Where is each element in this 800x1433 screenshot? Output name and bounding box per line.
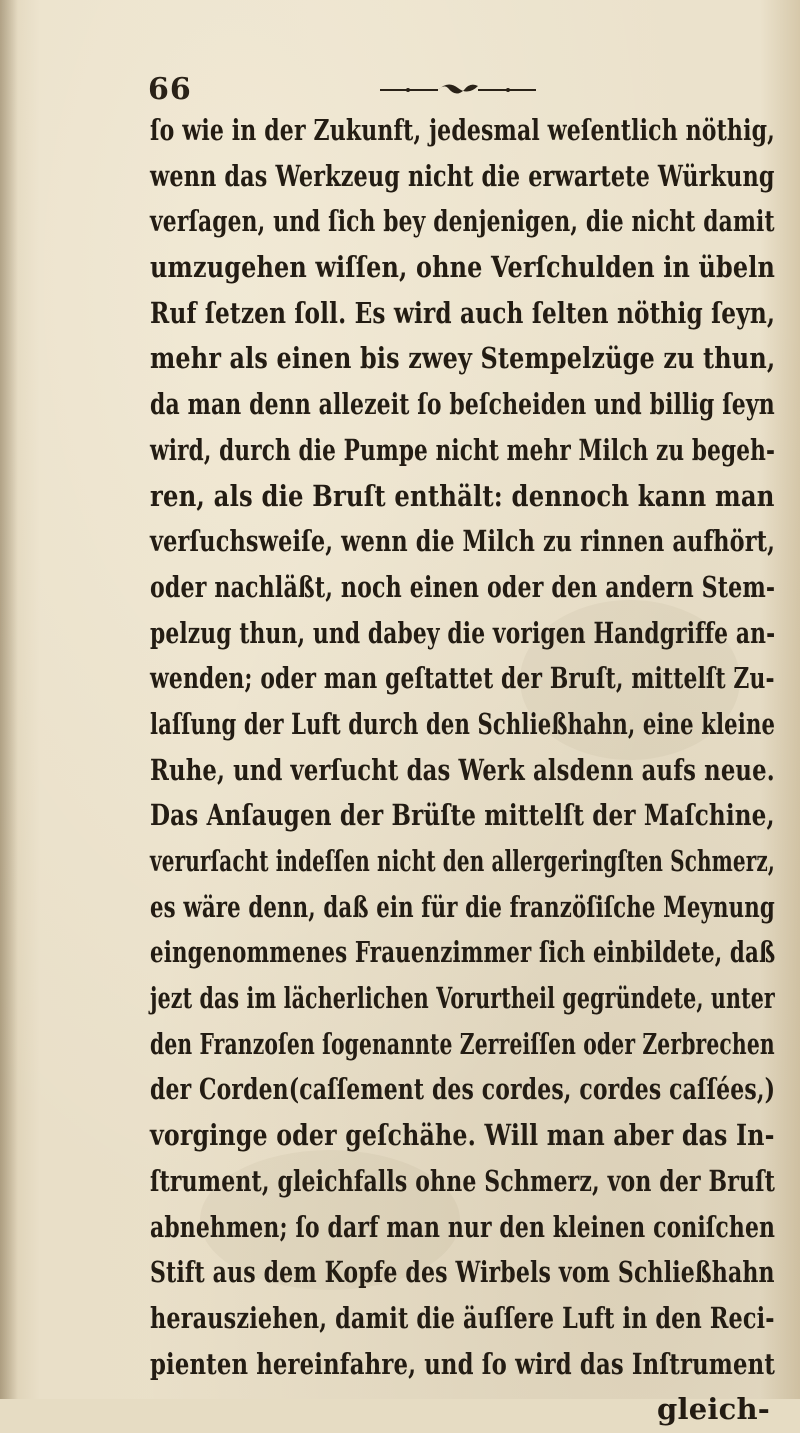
text-line: laſſung der Luft durch den Schließhahn, eine kleine xyxy=(150,706,776,741)
text-line: vorginge oder geſchähe. Will man aber das In- xyxy=(150,1118,775,1153)
text-line: Das Anſaugen der Brüſte mittelſt der Maſchine, xyxy=(150,798,775,833)
text-line: verſuchsweiſe, wenn die Milch zu rinnen aufhört, xyxy=(150,524,776,559)
text-line: pienten hereinfahre, und ſo wird das Inſtrument xyxy=(150,1346,775,1381)
text-line: herausziehen, damit die äuſſere Luft in den Reci- xyxy=(150,1300,775,1335)
text-line: ſo wie in der Zukunft, jedesmal weſentlich nöthig, xyxy=(150,113,775,147)
text-line: ſtrument, gleichfalls ohne Schmerz, von der Bruſt xyxy=(150,1163,776,1198)
text-line: Ruf ſetzen ſoll. Es wird auch ſelten nöthig ſeyn, xyxy=(150,295,776,330)
text-line: Stift aus dem Kopfe des Wirbels vom Schließhahn xyxy=(150,1255,775,1290)
text-line: wird, durch die Pumpe nicht mehr Milch zu begeh- xyxy=(150,432,776,467)
text-line: verſagen, und ſich bey denjenigen, die nicht damit xyxy=(150,204,775,239)
text-line: da man denn allezeit ſo beſcheiden und billig ſeyn xyxy=(150,387,775,422)
text-line: Ruhe, und verſucht das Werk alsdenn aufs neue. xyxy=(150,752,775,787)
text-line: pelzug thun, und dabey die vorigen Handgriffe an- xyxy=(150,615,776,650)
text-line: der Corden(caſſement des cordes, cordes caſſées,) xyxy=(150,1072,776,1107)
text-line: eingenommenes Frauenzimmer ſich einbildete, daß xyxy=(150,935,776,970)
text-line: wenden; oder man geſtattet der Bruſt, mittelſt Zu- xyxy=(150,661,775,696)
gutter-shadow xyxy=(0,0,18,1399)
text-line: den Franzoſen ſogenannte Zerreiſſen oder Zerbrechen xyxy=(150,1026,775,1061)
page-number: 66 xyxy=(148,72,192,107)
text-line: ren, als die Bruſt enthält: dennoch kann man xyxy=(150,478,775,513)
body-text xyxy=(150,108,790,1433)
text-line: abnehmen; ſo darf man nur den kleinen coniſchen xyxy=(150,1209,776,1244)
text-line: oder nachläßt, noch einen oder den andern Stem- xyxy=(150,569,776,604)
text-line: jezt das im lächerlichen Vorurtheil gegründete, unter xyxy=(150,981,775,1016)
catchword: gleich- xyxy=(657,1392,770,1427)
text-line: verurſacht indeſſen nicht den allergeringſten Schmerz, xyxy=(150,844,775,878)
text-line: mehr als einen bis zwey Stempelzüge zu thun, xyxy=(150,341,776,376)
text-line: umzugehen wiſſen, ohne Verſchulden in übeln xyxy=(150,250,776,285)
headpiece-ornament-icon xyxy=(378,80,538,98)
text-line: wenn das Werkzeug nicht die erwartete Würkung xyxy=(150,158,775,193)
text-line: es wäre denn, daß ein für die franzöſiſche Meynung xyxy=(150,889,775,924)
